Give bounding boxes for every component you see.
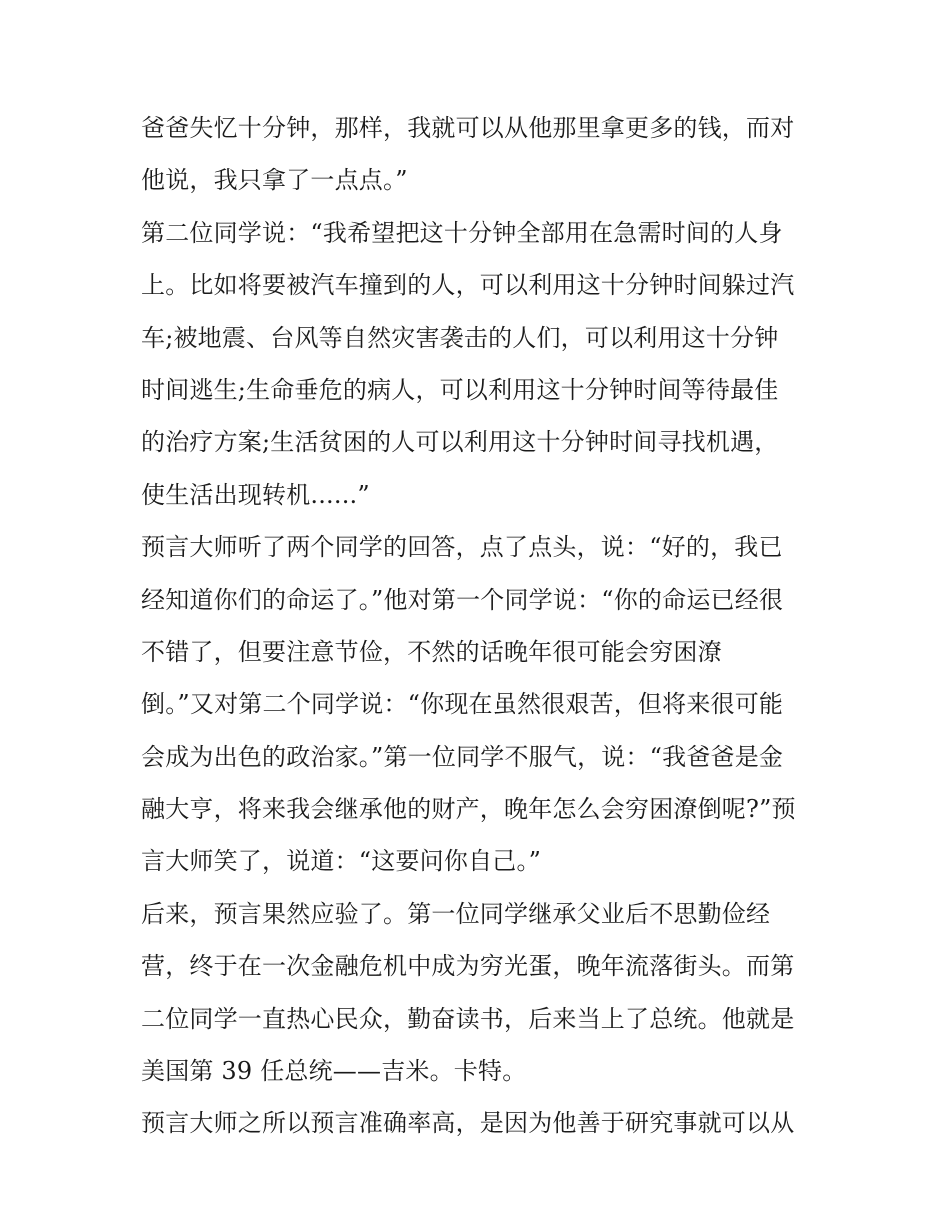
text-line: 第二位同学说：“我希望把这十分钟全部用在急需时间的人身 [141,218,783,247]
text-line: 二位同学一直热心民众，勤奋读书，后来当上了总统。他就是 [141,1004,795,1033]
text-line: 时间逃生;生命垂危的病人，可以利用这十分钟时间等待最佳 [141,375,779,404]
text-line: 倒。”又对第二个同学说：“你现在虽然很艰苦，但将来很可能 [141,690,784,719]
text-line: 后来，预言果然应验了。第一位同学继承父业后不思勤俭经 [141,899,771,928]
text-line: 融大亨，将来我会继承他的财产，晚年怎么会穷困潦倒呢?”预 [141,795,796,824]
text-line: 预言大师听了两个同学的回答，点了点头，说：“好的，我已 [141,533,783,562]
text-line: 预言大师之所以预言准确率高，是因为他善于研究事就可以从 [141,1109,795,1138]
text-line: 车;被地震、台风等自然灾害袭击的人们，可以利用这十分钟 [141,323,779,352]
text-line: 会成为出色的政治家。”第一位同学不服气，说：“我爸爸是金 [141,742,784,771]
text-line: 使生活出现转机......” [141,480,370,509]
text-line: 营，终于在一次金融危机中成为穷光蛋，晚年流落街头。而第 [141,952,795,981]
text-line: 的治疗方案;生活贫困的人可以利用这十分钟时间寻找机遇， [141,428,779,457]
text-line: 爸爸失忆十分钟，那样，我就可以从他那里拿更多的钱，而对 [141,114,795,142]
text-line: 他说，我只拿了一点点。” [141,166,408,195]
text-line: 言大师笑了，说道：“这要问你自己。” [141,847,542,876]
text-line: 美国第 39 任总统——吉米。卡特。 [141,1057,527,1086]
text-line: 不错了，但要注意节俭，不然的话晚年很可能会穷困潦 [141,637,722,666]
text-line: 经知道你们的命运了。”他对第一个同学说：“你的命运已经很 [141,585,784,614]
text-line: 上。比如将要被汽车撞到的人，可以利用这十分钟时间躲过汽 [141,271,795,300]
body-text [141,102,841,1150]
